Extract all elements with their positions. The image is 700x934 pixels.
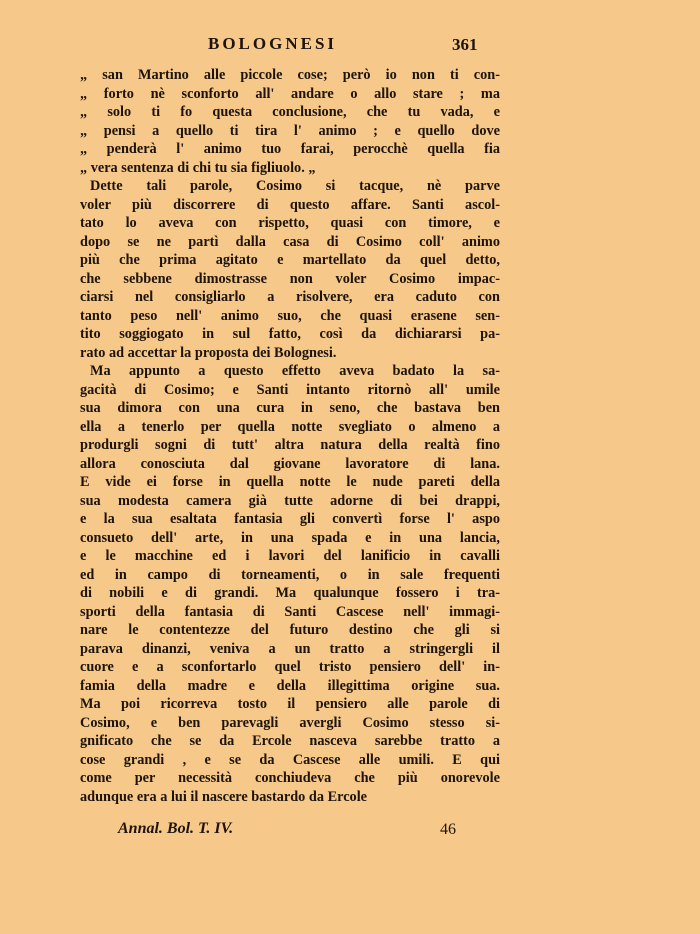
text-line: e la sua esaltata fantasia gli convertì forse l' aspo bbox=[80, 511, 500, 527]
text-line: „ san Martino alle piccole cose; però io non ti con- bbox=[80, 67, 500, 83]
text-line: rato ad accettar la proposta dei Bolognesi. bbox=[80, 344, 337, 361]
text-line: come per necessità conchiudeva che più onorevole bbox=[80, 770, 500, 786]
text-line: ciarsi nel consigliarlo a risolvere, era caduto con bbox=[80, 289, 500, 305]
text-line: „ vera sentenza di chi tu sia figliuolo. „ bbox=[80, 159, 316, 176]
text-line: cose grandi , e se da Cascese alle umili. E qui bbox=[80, 751, 500, 768]
text-line: Cosimo, e ben parevagli avergli Cosimo stesso si- bbox=[80, 714, 500, 731]
text-line: „ forto nè sconforto all' andare o allo stare ; ma bbox=[80, 85, 500, 102]
text-line: allora conosciuta dal giovane lavoratore di lana. bbox=[80, 455, 500, 472]
text-line: di nobili e di grandi. Ma qualunque fossero i tra- bbox=[80, 585, 500, 601]
footer-sheet-number: 46 bbox=[440, 821, 456, 838]
page-number: 361 bbox=[452, 35, 478, 54]
text-line: tito soggiogato in sul fatto, così da dichiararsi pa- bbox=[80, 326, 500, 342]
text-line: Ma appunto a questo effetto aveva badato la sa- bbox=[90, 363, 500, 379]
text-line: più che prima agitato e martellato da quel detto, bbox=[80, 252, 500, 268]
text-line: parava dinanzi, veniva a un tratto a stringergli il bbox=[80, 640, 500, 657]
text-line: E vide ei forse in quella notte le nude pareti della bbox=[80, 474, 500, 490]
text-line: gnificato che se da Ercole nasceva sarebbe tratto a bbox=[80, 733, 500, 749]
text-line: sua dimora con una cura in seno, che bastava ben bbox=[80, 400, 500, 416]
text-line: che sebbene dimostrasse non voler Cosimo impac- bbox=[80, 270, 500, 287]
text-line: ella a tenerlo per quella notte svegliato o almeno a bbox=[80, 418, 500, 435]
text-line: „ pensi a quello ti tira l' animo ; e quello dove bbox=[80, 122, 500, 139]
text-line: nare le contentezze del futuro destino che gli si bbox=[80, 622, 500, 638]
text-line: dopo se ne partì dalla casa di Cosimo coll' animo bbox=[80, 233, 500, 250]
body-text bbox=[80, 66, 500, 806]
text-line: „ penderà l' animo tuo farai, perocchè quella fia bbox=[80, 141, 500, 157]
text-line: sporti della fantasia di Santi Cascese nell' immagi- bbox=[80, 603, 500, 620]
text-line: adunque era a lui il nascere bastardo da Ercole bbox=[80, 788, 368, 805]
footer-signature: Annal. Bol. T. IV. bbox=[118, 820, 234, 837]
text-line: „ solo ti fo questa conclusione, che tu vada, e bbox=[80, 104, 500, 120]
text-line: cuore e a sconfortarlo quel tristo pensiero dell' in- bbox=[80, 659, 500, 675]
text-line: consueto dell' arte, in una spada e in una lancia, bbox=[80, 529, 500, 546]
text-line: e le macchine ed i lavori del lanificio in cavalli bbox=[80, 548, 500, 564]
text-line: gacità di Cosimo; e Santi intanto ritornò all' umile bbox=[80, 381, 500, 398]
text-line: voler più discorrere di questo affare. Santi ascol- bbox=[80, 196, 500, 213]
text-line: tanto peso nell' animo suo, che quasi erasene sen- bbox=[80, 307, 500, 324]
text-line: sua modesta camera già tutte adorne di bei drappi, bbox=[80, 492, 500, 509]
text-line: Dette tali parole, Cosimo si tacque, nè parve bbox=[90, 178, 500, 194]
text-line: famia della madre e della illegittima origine sua. bbox=[80, 677, 500, 694]
text-line: produrgli sogni di tutt' altra natura della realtà fino bbox=[80, 437, 500, 453]
text-line: ed in campo di torneamenti, o in sale frequenti bbox=[80, 566, 500, 583]
running-header-title: BOLOGNESI bbox=[208, 34, 338, 53]
text-line: Ma poi ricorreva tosto il pensiero alle parole di bbox=[80, 696, 500, 712]
text-line: tato lo aveva con rispetto, quasi con timore, e bbox=[80, 215, 500, 231]
